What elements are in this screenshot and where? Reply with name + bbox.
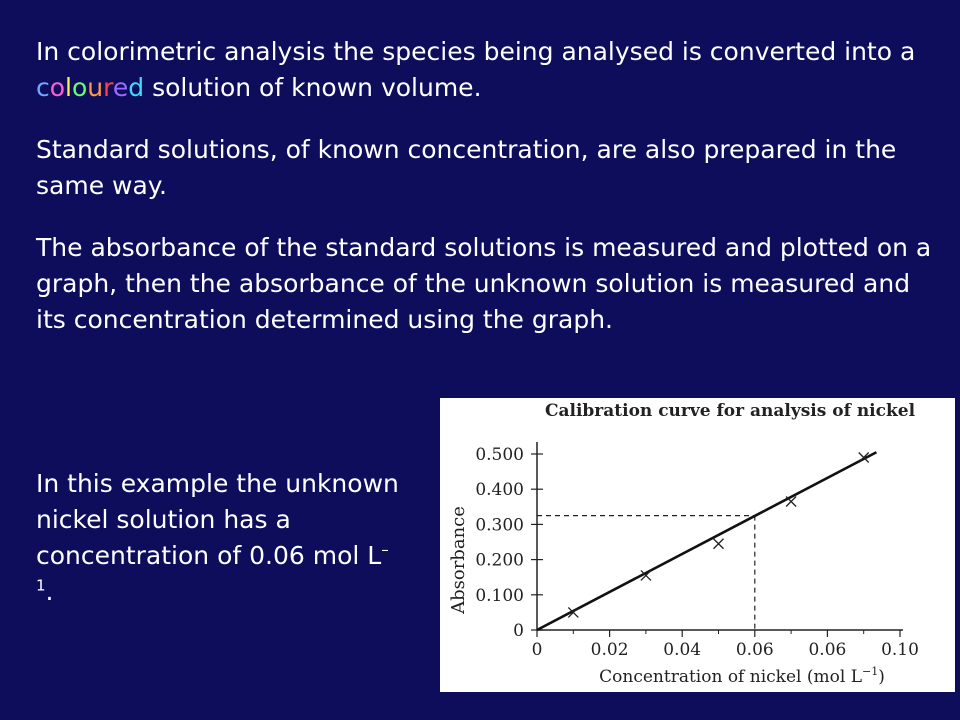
example-text: In this example the unknown nickel solution has a concentration of 0.06 mol L	[36, 469, 399, 570]
intro-paragraph	[36, 34, 936, 106]
chart-x-axis-label	[599, 665, 885, 687]
calibration-chart	[440, 398, 955, 692]
y-tick-label: 0.200	[475, 550, 524, 571]
example-paragraph	[36, 466, 406, 610]
example-text-end: .	[45, 577, 54, 606]
x-tick-label: 0.10	[881, 640, 919, 660]
x-tick-label: 0.02	[590, 640, 629, 660]
x-tick-label: 0.04	[663, 640, 702, 660]
coloured-letter: c	[36, 73, 50, 102]
calibration-line	[537, 452, 876, 630]
coloured-word	[36, 73, 144, 102]
y-tick-label: 0.100	[475, 585, 524, 606]
coloured-letter: r	[103, 73, 113, 102]
coloured-letter: o	[49, 73, 66, 102]
chart-y-axis-label: Absorbance	[448, 506, 469, 614]
x-tick-label: 0.06	[808, 640, 847, 660]
x-tick-label: 0	[531, 640, 543, 660]
coloured-letter: u	[87, 73, 104, 102]
y-tick-label: 0.400	[475, 480, 524, 501]
y-tick-label: 0	[513, 621, 524, 641]
x-axis-label-exponent: −1	[861, 665, 879, 678]
coloured-letter: l	[65, 73, 72, 102]
chart-svg	[440, 398, 955, 692]
y-tick-label: 0.500	[475, 445, 524, 465]
intro-text-before: In colorimetric analysis the species being analysed is converted into a	[36, 37, 916, 66]
x-tick-label: 0.06	[735, 640, 774, 660]
example-unit-exponent: –1	[36, 540, 389, 595]
intro-text-after: solution of known volume.	[144, 73, 482, 102]
coloured-letter: o	[72, 73, 88, 102]
standards-paragraph: Standard solutions, of known concentration, are also prepared in the same way.	[36, 135, 897, 200]
coloured-letter: d	[128, 73, 145, 102]
chart-title: Calibration curve for analysis of nickel	[544, 401, 916, 421]
coloured-letter: e	[112, 73, 129, 102]
method-paragraph: The absorbance of the standard solutions is measured and plotted on a graph, then the absorbance of the unknown solution is measured and its concentration determined using the graph.	[36, 233, 932, 334]
x-axis-label-end: )	[878, 667, 885, 687]
data-point-marker	[714, 539, 724, 549]
y-tick-label: 0.300	[475, 515, 524, 536]
x-axis-label-main: Concentration of nickel (mol L	[599, 667, 862, 687]
